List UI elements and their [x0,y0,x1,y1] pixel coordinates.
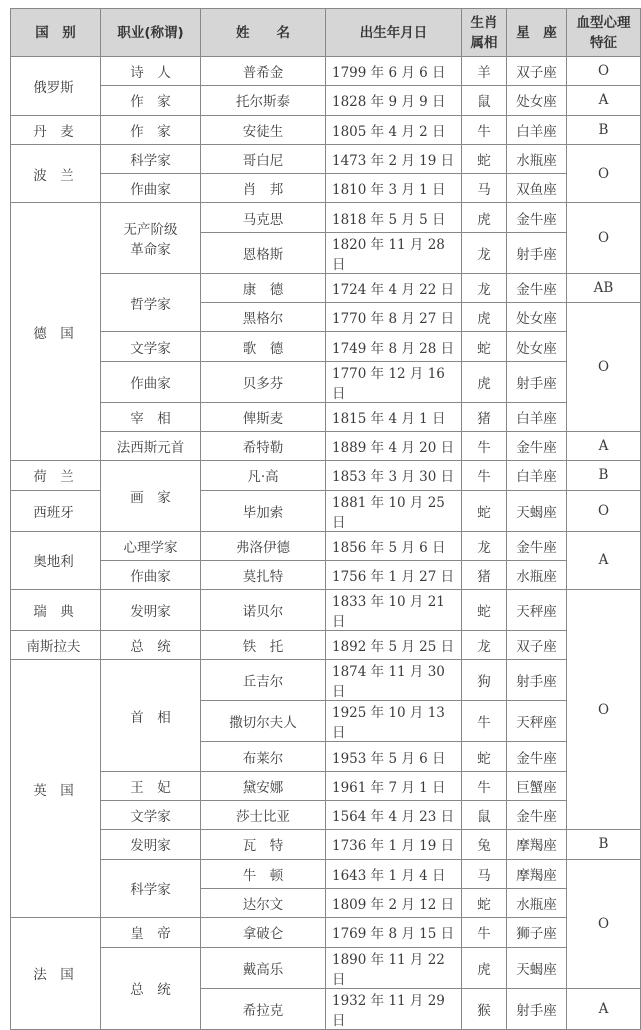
chinese-zodiac-cell: 虎 [462,947,507,988]
occupation-cell: 作曲家 [101,560,201,589]
occupation-cell: 文学家 [101,332,201,361]
birthdate-cell: 1749 年 8 月 28 日 [326,332,462,361]
header-occupation: 职业(称谓) [101,9,201,57]
name-cell: 莎士比亚 [201,801,326,830]
birthdate-cell: 1810 年 3 月 1 日 [326,174,462,203]
header-birthdate: 出生年月日 [326,9,462,57]
chinese-zodiac-cell: 牛 [462,431,507,460]
chinese-zodiac-cell: 蛇 [462,490,507,531]
name-cell: 戴高乐 [201,947,326,988]
star-sign-cell: 双子座 [507,631,567,660]
occupation-cell: 画 家 [101,461,201,531]
country-cell: 瑞 典 [11,590,101,631]
birthdate-cell: 1809 年 2 月 12 日 [326,888,462,917]
chinese-zodiac-cell: 蛇 [462,144,507,173]
occupation-cell: 王 妃 [101,771,201,800]
star-sign-cell: 金牛座 [507,273,567,302]
birthdate-cell: 1853 年 3 月 30 日 [326,461,462,490]
blood-type-cell: B [567,830,641,859]
country-cell: 波 兰 [11,144,101,203]
table-row [11,402,641,431]
birthdate-cell: 1889 年 4 月 20 日 [326,431,462,460]
birthdate-cell: 1564 年 4 月 23 日 [326,801,462,830]
occupation-cell: 总 统 [101,631,201,660]
name-cell: 牛 顿 [201,859,326,888]
chinese-zodiac-cell: 牛 [462,701,507,742]
chinese-zodiac-cell: 牛 [462,115,507,144]
star-sign-cell: 天秤座 [507,701,567,742]
table-body [11,57,641,1030]
name-cell: 丘吉尔 [201,660,326,701]
table-row [11,859,641,888]
star-sign-cell: 摩羯座 [507,830,567,859]
birthdate-cell: 1815 年 4 月 1 日 [326,402,462,431]
header-country: 国 别 [11,9,101,57]
chinese-zodiac-cell: 龙 [462,273,507,302]
star-sign-cell: 射手座 [507,660,567,701]
blood-type-cell: O [567,590,641,830]
birthdate-cell: 1833 年 10 月 21 日 [326,590,462,631]
star-sign-cell: 白羊座 [507,461,567,490]
occupation-cell: 作 家 [101,86,201,115]
chinese-zodiac-cell: 猪 [462,402,507,431]
occupation-cell: 无产阶级 革命家 [101,203,201,273]
name-cell: 诺贝尔 [201,590,326,631]
table-row [11,361,641,402]
occupation-cell: 作曲家 [101,361,201,402]
table-row [11,830,641,859]
table-header [11,9,641,57]
country-cell: 荷 兰 [11,461,101,490]
chinese-zodiac-cell: 鼠 [462,86,507,115]
star-sign-cell: 狮子座 [507,918,567,947]
chinese-zodiac-cell: 马 [462,174,507,203]
chinese-zodiac-cell: 蛇 [462,742,507,771]
header-name: 姓 名 [201,9,326,57]
chinese-zodiac-cell: 牛 [462,918,507,947]
name-cell: 瓦 特 [201,830,326,859]
name-cell: 撒切尔夫人 [201,701,326,742]
blood-type-cell: O [567,57,641,86]
occupation-cell: 首 相 [101,660,201,771]
chinese-zodiac-cell: 鼠 [462,801,507,830]
star-sign-cell: 天蝎座 [507,947,567,988]
birthdate-cell: 1925 年 10 月 13 日 [326,701,462,742]
blood-type-cell: A [567,988,641,1029]
occupation-cell: 发明家 [101,830,201,859]
chinese-zodiac-cell: 虎 [462,203,507,232]
name-cell: 俾斯麦 [201,402,326,431]
star-sign-cell: 处女座 [507,332,567,361]
famous-people-table [10,8,641,1030]
blood-type-cell: B [567,115,641,144]
name-cell: 哥白尼 [201,144,326,173]
blood-type-cell: O [567,203,641,273]
star-sign-cell: 天蝎座 [507,490,567,531]
occupation-cell: 宰 相 [101,402,201,431]
name-cell: 拿破仑 [201,918,326,947]
table-row [11,174,641,203]
table-row [11,590,641,631]
name-cell: 黑格尔 [201,303,326,332]
occupation-cell: 科学家 [101,859,201,918]
birthdate-cell: 1769 年 8 月 15 日 [326,918,462,947]
birthdate-cell: 1890 年 11 月 22 日 [326,947,462,988]
star-sign-cell: 金牛座 [507,742,567,771]
blood-type-cell: A [567,531,641,590]
country-cell: 西班牙 [11,490,101,531]
country-cell: 英 国 [11,660,101,918]
star-sign-cell: 双鱼座 [507,174,567,203]
name-cell: 希特勒 [201,431,326,460]
birthdate-cell: 1473 年 2 月 19 日 [326,144,462,173]
name-cell: 莫扎特 [201,560,326,589]
occupation-cell: 哲学家 [101,273,201,332]
blood-type-cell: O [567,144,641,203]
chinese-zodiac-cell: 牛 [462,771,507,800]
star-sign-cell: 金牛座 [507,531,567,560]
birthdate-cell: 1932 年 11 月 29 日 [326,988,462,1029]
star-sign-cell: 金牛座 [507,203,567,232]
birthdate-cell: 1736 年 1 月 19 日 [326,830,462,859]
star-sign-cell: 射手座 [507,232,567,273]
birthdate-cell: 1724 年 4 月 22 日 [326,273,462,302]
table-row [11,771,641,800]
occupation-cell: 法西斯元首 [101,431,201,460]
blood-type-cell: O [567,859,641,988]
name-cell: 贝多芬 [201,361,326,402]
country-cell: 德 国 [11,203,101,461]
star-sign-cell: 白羊座 [507,402,567,431]
chinese-zodiac-cell: 猪 [462,560,507,589]
name-cell: 弗洛伊德 [201,531,326,560]
birthdate-cell: 1799 年 6 月 6 日 [326,57,462,86]
chinese-zodiac-cell: 龙 [462,631,507,660]
birthdate-cell: 1881 年 10 月 25 日 [326,490,462,531]
blood-type-cell: O [567,303,641,432]
star-sign-cell: 金牛座 [507,801,567,830]
country-cell: 南斯拉夫 [11,631,101,660]
occupation-cell: 皇 帝 [101,918,201,947]
star-sign-cell: 水瓶座 [507,560,567,589]
birthdate-cell: 1756 年 1 月 27 日 [326,560,462,589]
country-cell: 俄罗斯 [11,57,101,116]
table-row [11,273,641,302]
country-cell: 丹 麦 [11,115,101,144]
birthdate-cell: 1828 年 9 月 9 日 [326,86,462,115]
chinese-zodiac-cell: 牛 [462,461,507,490]
name-cell: 歌 德 [201,332,326,361]
birthdate-cell: 1805 年 4 月 2 日 [326,115,462,144]
table-row [11,660,641,701]
header-row [11,9,641,57]
name-cell: 肖 邦 [201,174,326,203]
name-cell: 布莱尔 [201,742,326,771]
table-row [11,86,641,115]
birthdate-cell: 1818 年 5 月 5 日 [326,203,462,232]
table-row [11,332,641,361]
chinese-zodiac-cell: 羊 [462,57,507,86]
name-cell: 托尔斯泰 [201,86,326,115]
table-row [11,947,641,988]
chinese-zodiac-cell: 蛇 [462,590,507,631]
table-row [11,203,641,232]
star-sign-cell: 白羊座 [507,115,567,144]
birthdate-cell: 1961 年 7 月 1 日 [326,771,462,800]
birthdate-cell: 1770 年 12 月 16 日 [326,361,462,402]
header-blood-type: 血型心理 特征 [567,9,641,57]
chinese-zodiac-cell: 兔 [462,830,507,859]
star-sign-cell: 水瓶座 [507,144,567,173]
occupation-cell: 文学家 [101,801,201,830]
chinese-zodiac-cell: 龙 [462,232,507,273]
table-row [11,631,641,660]
name-cell: 马克思 [201,203,326,232]
blood-type-cell: B [567,461,641,490]
birthdate-cell: 1770 年 8 月 27 日 [326,303,462,332]
table-row [11,431,641,460]
table-row [11,801,641,830]
star-sign-cell: 双子座 [507,57,567,86]
star-sign-cell: 射手座 [507,988,567,1029]
occupation-cell: 作 家 [101,115,201,144]
chinese-zodiac-cell: 猴 [462,988,507,1029]
table-row [11,531,641,560]
birthdate-cell: 1856 年 5 月 6 日 [326,531,462,560]
name-cell: 康 德 [201,273,326,302]
table-row [11,115,641,144]
birthdate-cell: 1953 年 5 月 6 日 [326,742,462,771]
star-sign-cell: 射手座 [507,361,567,402]
star-sign-cell: 处女座 [507,303,567,332]
chinese-zodiac-cell: 马 [462,859,507,888]
name-cell: 安徒生 [201,115,326,144]
blood-type-cell: O [567,490,641,531]
table-row [11,461,641,490]
name-cell: 普希金 [201,57,326,86]
name-cell: 铁 托 [201,631,326,660]
occupation-cell: 总 统 [101,947,201,1029]
table-row [11,144,641,173]
occupation-cell: 发明家 [101,590,201,631]
occupation-cell: 心理学家 [101,531,201,560]
blood-type-cell: AB [567,273,641,302]
birthdate-cell: 1643 年 1 月 4 日 [326,859,462,888]
name-cell: 毕加索 [201,490,326,531]
chinese-zodiac-cell: 狗 [462,660,507,701]
occupation-cell: 诗 人 [101,57,201,86]
star-sign-cell: 巨蟹座 [507,771,567,800]
table-row [11,918,641,947]
blood-type-cell: A [567,431,641,460]
star-sign-cell: 处女座 [507,86,567,115]
country-cell: 奥地利 [11,531,101,590]
country-cell: 法 国 [11,918,101,1029]
name-cell: 凡·高 [201,461,326,490]
birthdate-cell: 1874 年 11 月 30 日 [326,660,462,701]
star-sign-cell: 摩羯座 [507,859,567,888]
chinese-zodiac-cell: 蛇 [462,332,507,361]
chinese-zodiac-cell: 蛇 [462,888,507,917]
name-cell: 恩格斯 [201,232,326,273]
birthdate-cell: 1820 年 11 月 28 日 [326,232,462,273]
name-cell: 达尔文 [201,888,326,917]
occupation-cell: 作曲家 [101,174,201,203]
table-row [11,560,641,589]
chinese-zodiac-cell: 虎 [462,303,507,332]
star-sign-cell: 天秤座 [507,590,567,631]
blood-type-cell: A [567,86,641,115]
star-sign-cell: 水瓶座 [507,888,567,917]
occupation-cell: 科学家 [101,144,201,173]
header-chinese-zodiac: 生肖 属相 [462,9,507,57]
name-cell: 希拉克 [201,988,326,1029]
header-star-sign: 星 座 [507,9,567,57]
name-cell: 黛安娜 [201,771,326,800]
birthdate-cell: 1892 年 5 月 25 日 [326,631,462,660]
chinese-zodiac-cell: 虎 [462,361,507,402]
table-row [11,57,641,86]
chinese-zodiac-cell: 龙 [462,531,507,560]
star-sign-cell: 金牛座 [507,431,567,460]
